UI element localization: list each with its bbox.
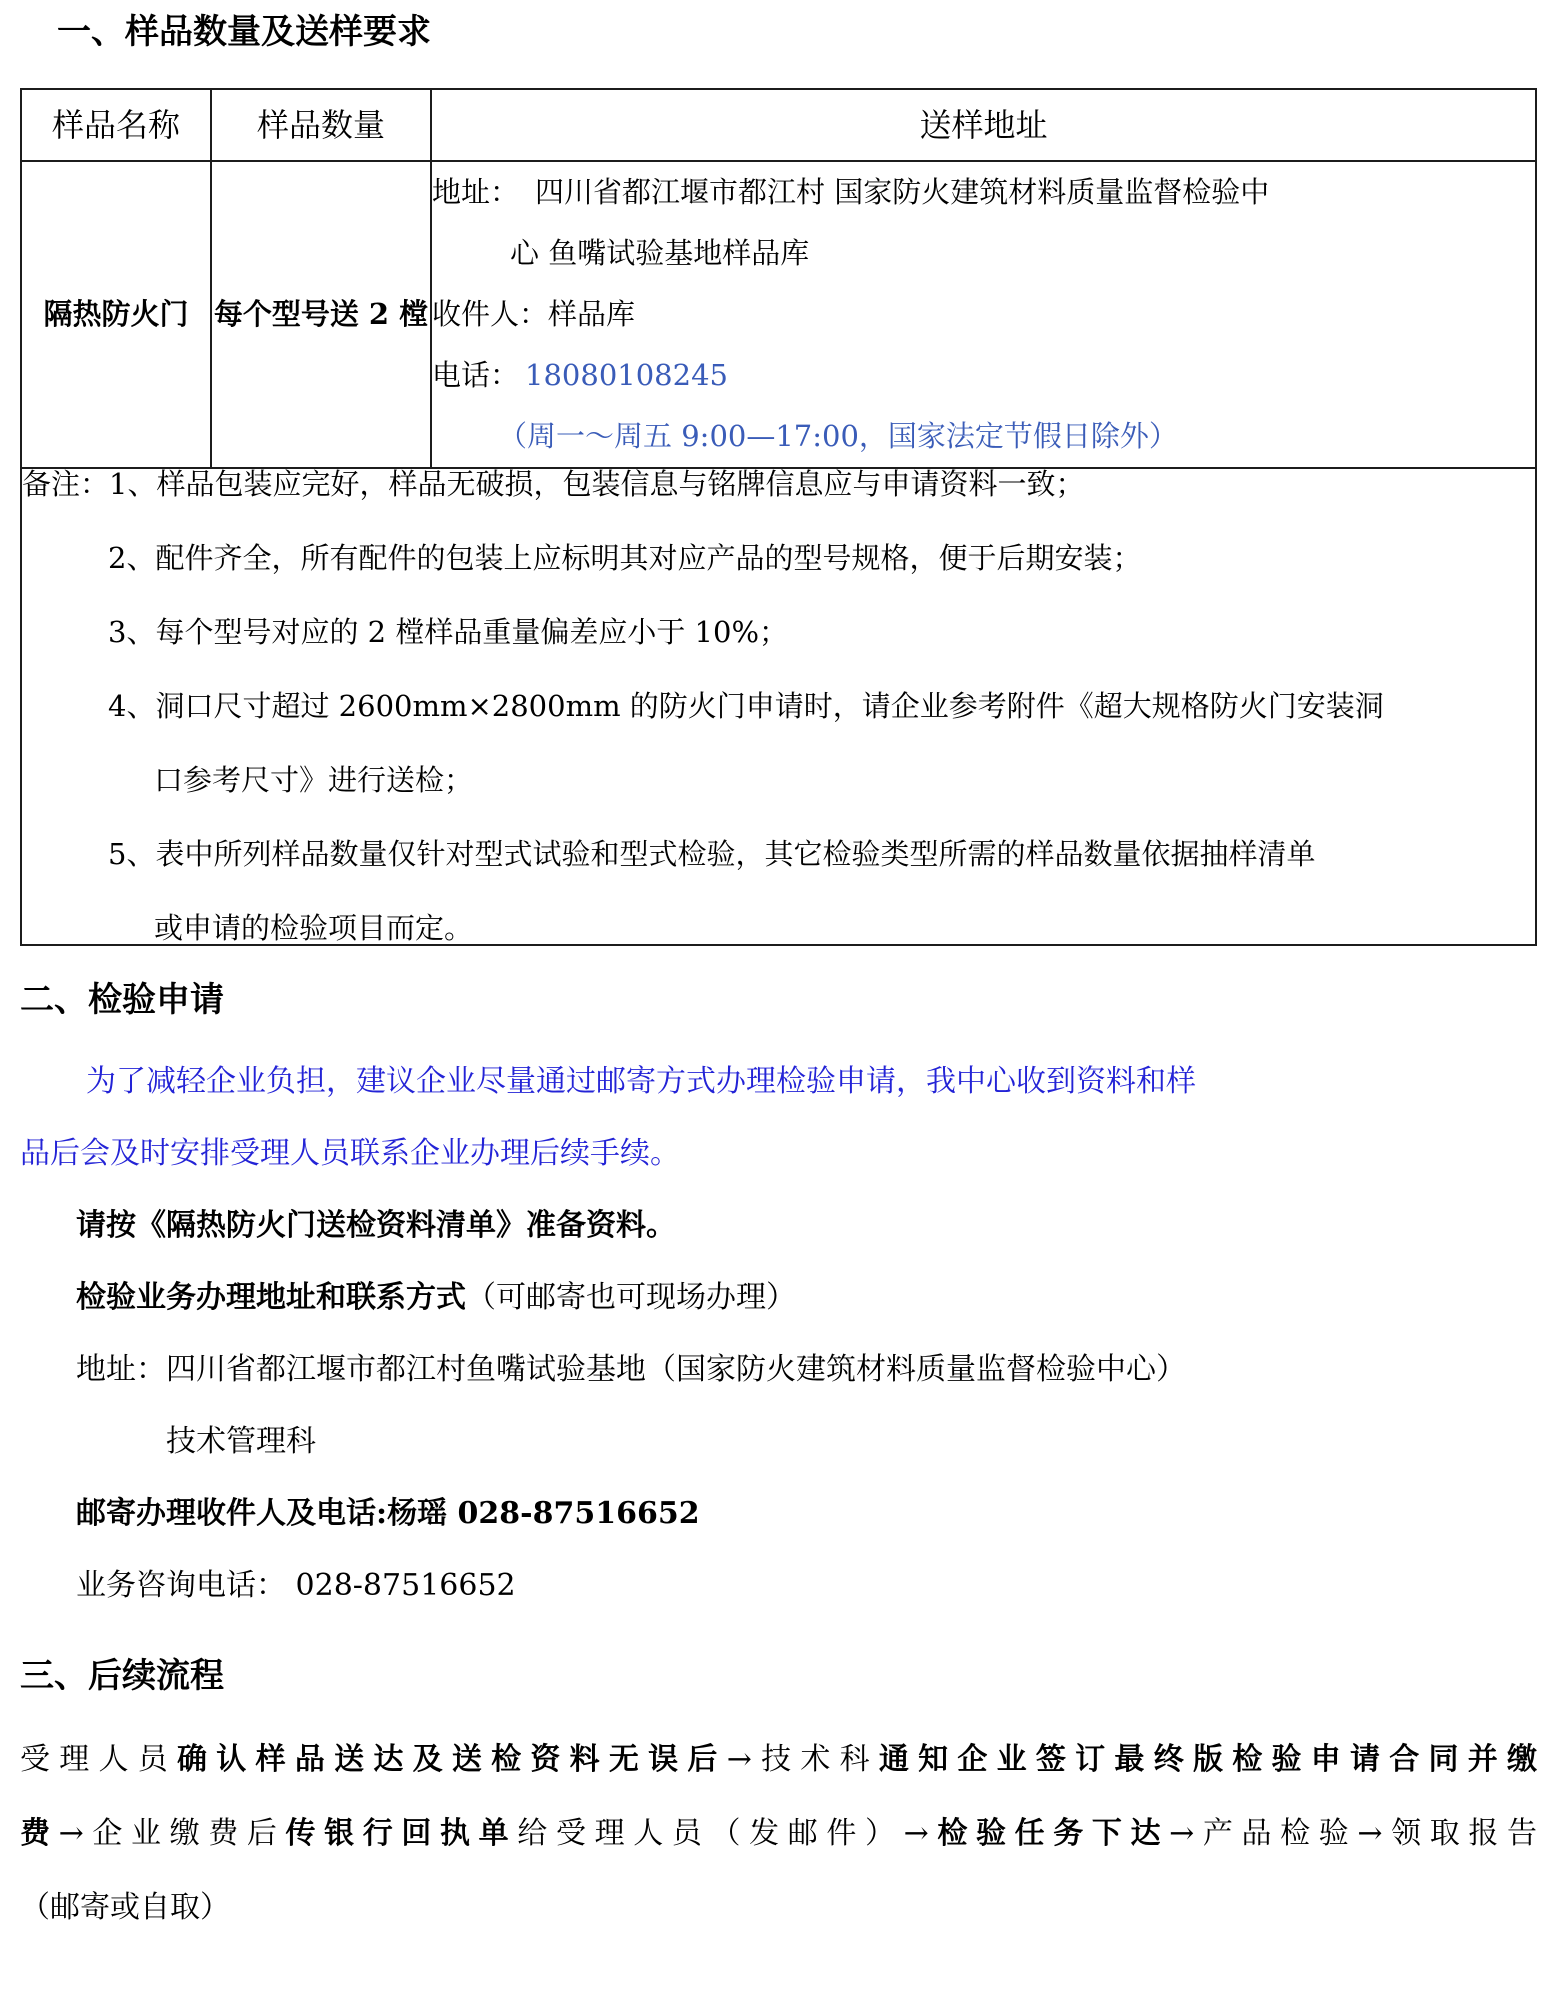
office-address-line: 地址：四川省都江堰市都江村鱼嘴试验基地（国家防火建筑材料质量监督检验中心） xyxy=(76,1352,1186,1388)
phone-number: 18080108245 xyxy=(525,358,728,393)
address-value: 四川省都江堰市都江村 国家防火建筑材料质量监督检验中 xyxy=(535,175,1270,210)
flow-segment: 受理人员 xyxy=(20,1741,178,1777)
note-4-line-1: 4、洞口尺寸超过 2600mm×2800mm 的防火门申请时，请企业参考附件《超大规格防火门安装洞 xyxy=(108,689,1384,724)
note-3: 3、每个型号对应的 2 樘样品重量偏差应小于 10%； xyxy=(108,615,789,650)
note-5-line-1: 5、表中所列样品数量仅针对型式试验和型式检验，其它检验类型所需的样品数量依据抽样清单 xyxy=(108,837,1316,872)
flow-line-1 xyxy=(20,1723,1537,1797)
sample-requirements-table xyxy=(20,88,1537,946)
header-sample-quantity: 样品数量 xyxy=(211,89,431,161)
flow-segment: →技术科 xyxy=(726,1741,879,1777)
flow-segment: 给受理人员（发邮件）→ xyxy=(517,1815,929,1851)
contact-line xyxy=(20,1262,1537,1334)
contact-line-paren: （可邮寄也可现场办理） xyxy=(466,1280,796,1316)
flow-segment: 传银行回执单 xyxy=(285,1815,518,1851)
cell-sample-name: 隔热防火门 xyxy=(21,161,211,468)
table-data-row xyxy=(21,161,1536,468)
department-line: 技术管理科 xyxy=(166,1424,316,1460)
note-1: 备注：1、样品包装应完好，样品无破损，包装信息与铭牌信息应与申请资料一致； xyxy=(22,467,1085,502)
flow-segment: 费 xyxy=(20,1815,59,1851)
phone-label: 电话： xyxy=(432,358,520,393)
note-4-line-2: 口参考尺寸》进行送检； xyxy=(154,763,474,798)
cell-delivery-address xyxy=(431,161,1536,468)
note-2: 2、配件齐全，所有配件的包装上应标明其对应产品的型号规格，便于后期安装； xyxy=(108,541,1142,576)
flow-segment: 检验任务下达 xyxy=(928,1815,1170,1851)
prepare-materials-line: 请按《隔热防火门送检资料清单》准备资料。 xyxy=(76,1208,676,1244)
address-label: 地址： xyxy=(432,175,520,210)
table-header-row xyxy=(21,89,1536,161)
flow-segment: 通知企业签订最终版检验申请合同并缴 xyxy=(878,1741,1538,1777)
cell-notes xyxy=(21,468,1536,945)
notice-line-1: 为了减轻企业负担，建议企业尽量通过邮寄方式办理检验申请，我中心收到资料和样 xyxy=(86,1064,1196,1100)
recipient-line: 收件人：样品库 xyxy=(432,297,636,332)
flow-line-2 xyxy=(20,1797,1537,1871)
contact-line-bold: 检验业务办理地址和联系方式 xyxy=(76,1280,466,1316)
section1-heading: 一、样品数量及送样要求 xyxy=(57,12,431,52)
mail-contact-line: 邮寄办理收件人及电话:杨瑶 028-87516652 xyxy=(76,1496,700,1532)
flow-line-3 xyxy=(20,1871,1537,1945)
phone-line xyxy=(432,345,1535,406)
flow-segment: （邮寄或自取） xyxy=(20,1889,230,1925)
consult-phone-line: 业务咨询电话： 028-87516652 xyxy=(76,1568,516,1604)
notes-label: 备注： xyxy=(22,467,110,502)
flow-segment: →产品检验→领取报告 xyxy=(1169,1815,1538,1851)
flow-segment: 确认样品送达及送检资料无误后 xyxy=(177,1741,727,1777)
note-5-line-2: 或申请的检验项目而定。 xyxy=(154,911,474,946)
notice-line-2: 品后会及时安排受理人员联系企业办理后续手续。 xyxy=(20,1136,680,1172)
table-notes-row xyxy=(21,468,1536,945)
cell-sample-quantity: 每个型号送 2 樘 xyxy=(211,161,431,468)
section2-heading: 二、检验申请 xyxy=(20,980,224,1021)
flow-segment: →企业缴费后 xyxy=(58,1815,286,1851)
address-line-1 xyxy=(432,162,1535,223)
office-hours: （周一～周五 9:00—17:00，国家法定节假日除外） xyxy=(498,419,1178,454)
address-line-2: 心 鱼嘴试验基地样品库 xyxy=(510,236,810,271)
header-sample-name: 样品名称 xyxy=(21,89,211,161)
section3-heading: 三、后续流程 xyxy=(20,1656,224,1697)
header-delivery-address: 送样地址 xyxy=(431,89,1536,161)
